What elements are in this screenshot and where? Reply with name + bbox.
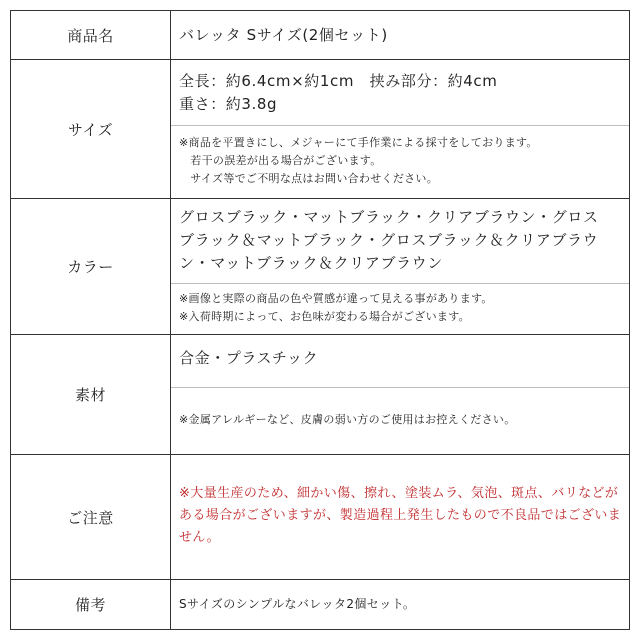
size-note-line: サイズ等でご不明な点はお問い合わせください。 <box>179 172 439 185</box>
content-size <box>171 60 629 198</box>
size-main <box>171 60 629 125</box>
warning-line: ある場合がございますが、製造過程上発生したもので不良品ではございま <box>179 508 622 523</box>
color-note-line: ※画像と実際の商品の色や質感が違って見える事があります。 <box>179 292 493 305</box>
remarks-text: Sサイズのシンプルなバレッタ2個セット。 <box>179 597 416 611</box>
color-options-line: ン・マットブラック＆クリアブラウン <box>179 254 443 272</box>
content-caution <box>171 455 629 579</box>
color-options-line: ブラック＆マットブラック・グロスブラック＆クリアブラウ <box>179 231 599 249</box>
label-product-name: 商品名 <box>11 11 171 59</box>
label-remarks: 備考 <box>11 580 171 629</box>
size-note-line: ※商品を平置きにし、メジャーにて手作業による採寸をしております。 <box>179 136 538 149</box>
content-product-name <box>171 11 629 59</box>
warning-line: せん。 <box>179 530 220 545</box>
caution-warning <box>171 455 629 555</box>
color-note-line: ※入荷時期によって、お色味が変わる場合がございます。 <box>179 310 470 323</box>
row-color <box>11 199 629 335</box>
material-main <box>171 335 629 387</box>
product-spec-table <box>10 10 630 630</box>
row-remarks <box>11 580 629 629</box>
color-options-line: グロスブラック・マットブラック・クリアブラウン・グロス <box>179 208 599 226</box>
size-notes <box>171 125 629 198</box>
size-dimensions: 全長：約6.4cm×約1cm 挟み部分：約4cm <box>179 72 498 90</box>
label-size: サイズ <box>11 60 171 198</box>
material-notes <box>171 387 629 454</box>
size-note-line: 若干の誤差が出る場合がございます。 <box>179 154 382 167</box>
product-name-text: バレッタ Sサイズ(2個セット) <box>179 26 388 44</box>
row-caution <box>11 455 629 580</box>
color-main <box>171 199 629 283</box>
material-note-line: ※金属アレルギーなど、皮膚の弱い方のご使用はお控えください。 <box>179 413 516 426</box>
content-remarks <box>171 580 629 629</box>
remarks-text-wrap <box>171 580 629 618</box>
material-text: 合金・プラスチック <box>179 349 319 367</box>
label-material: 素材 <box>11 335 171 454</box>
row-size <box>11 60 629 199</box>
color-notes <box>171 283 629 334</box>
label-color: カラー <box>11 199 171 334</box>
row-material <box>11 335 629 455</box>
size-weight: 重さ：約3.8g <box>179 95 278 113</box>
label-caution: ご注意 <box>11 455 171 579</box>
content-color <box>171 199 629 334</box>
warning-line: ※大量生産のため、細かい傷、擦れ、塗装ムラ、気泡、斑点、バリなどが <box>179 486 619 501</box>
content-material <box>171 335 629 454</box>
row-product-name <box>11 11 629 60</box>
